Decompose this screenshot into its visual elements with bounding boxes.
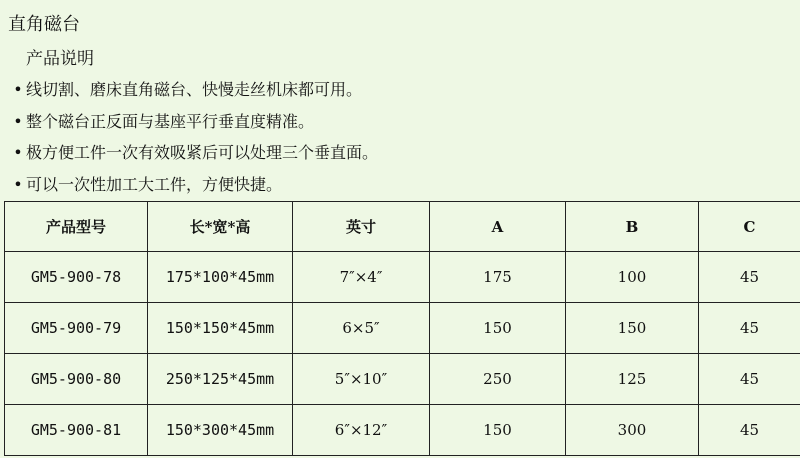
feature-item <box>10 173 378 205</box>
product-subtitle: 产品说明 <box>26 49 94 69</box>
spec-table <box>4 201 800 456</box>
table-row <box>5 252 800 303</box>
table-row <box>5 405 800 456</box>
feature-item <box>10 141 378 173</box>
cell-dimensions: 150*150*45mm <box>148 303 293 354</box>
cell-inch: 6″×12″ <box>293 405 430 456</box>
header-b: B <box>566 202 699 252</box>
feature-list <box>10 78 378 204</box>
header-dimensions: 长*宽*高 <box>148 202 293 252</box>
cell-c: 45 <box>699 405 800 456</box>
bullet-dot-icon: • <box>13 143 23 162</box>
feature-text: 可以一次性加工大工件，方便快捷。 <box>26 174 283 194</box>
table-row <box>5 303 800 354</box>
cell-inch: 6×5″ <box>293 303 430 354</box>
header-a: A <box>430 202 566 252</box>
cell-c: 45 <box>699 354 800 405</box>
feature-item <box>10 110 378 142</box>
table-row <box>5 354 800 405</box>
cell-model: GM5-900-81 <box>5 405 148 456</box>
cell-inch: 7″×4″ <box>293 252 430 303</box>
feature-text: 整个磁台正反面与基座平行垂直度精准。 <box>26 111 315 131</box>
header-inch: 英寸 <box>293 202 430 252</box>
cell-inch: 5″×10″ <box>293 354 430 405</box>
cell-a: 175 <box>430 252 566 303</box>
cell-dimensions: 250*125*45mm <box>148 354 293 405</box>
cell-a: 150 <box>430 405 566 456</box>
bullet-dot-icon: • <box>13 174 23 194</box>
cell-c: 45 <box>699 252 800 303</box>
cell-model: GM5-900-78 <box>5 252 148 303</box>
cell-model: GM5-900-79 <box>5 303 148 354</box>
table-header-row <box>5 202 800 252</box>
cell-b: 100 <box>566 252 699 303</box>
feature-text: 极方便工件一次有效吸紧后可以处理三个垂直面。 <box>26 143 379 162</box>
cell-dimensions: 150*300*45mm <box>148 405 293 456</box>
cell-dimensions: 175*100*45mm <box>148 252 293 303</box>
header-c: C <box>699 202 800 252</box>
bullet-dot-icon: • <box>13 80 23 99</box>
product-title: 直角磁台 <box>8 14 80 35</box>
feature-item <box>10 78 378 110</box>
bullet-dot-icon: • <box>13 111 23 131</box>
cell-model: GM5-900-80 <box>5 354 148 405</box>
cell-b: 150 <box>566 303 699 354</box>
feature-text: 线切割、磨床直角磁台、快慢走丝机床都可用。 <box>26 80 363 99</box>
cell-c: 45 <box>699 303 800 354</box>
header-model: 产品型号 <box>5 202 148 252</box>
cell-a: 250 <box>430 354 566 405</box>
cell-b: 125 <box>566 354 699 405</box>
cell-a: 150 <box>430 303 566 354</box>
cell-b: 300 <box>566 405 699 456</box>
